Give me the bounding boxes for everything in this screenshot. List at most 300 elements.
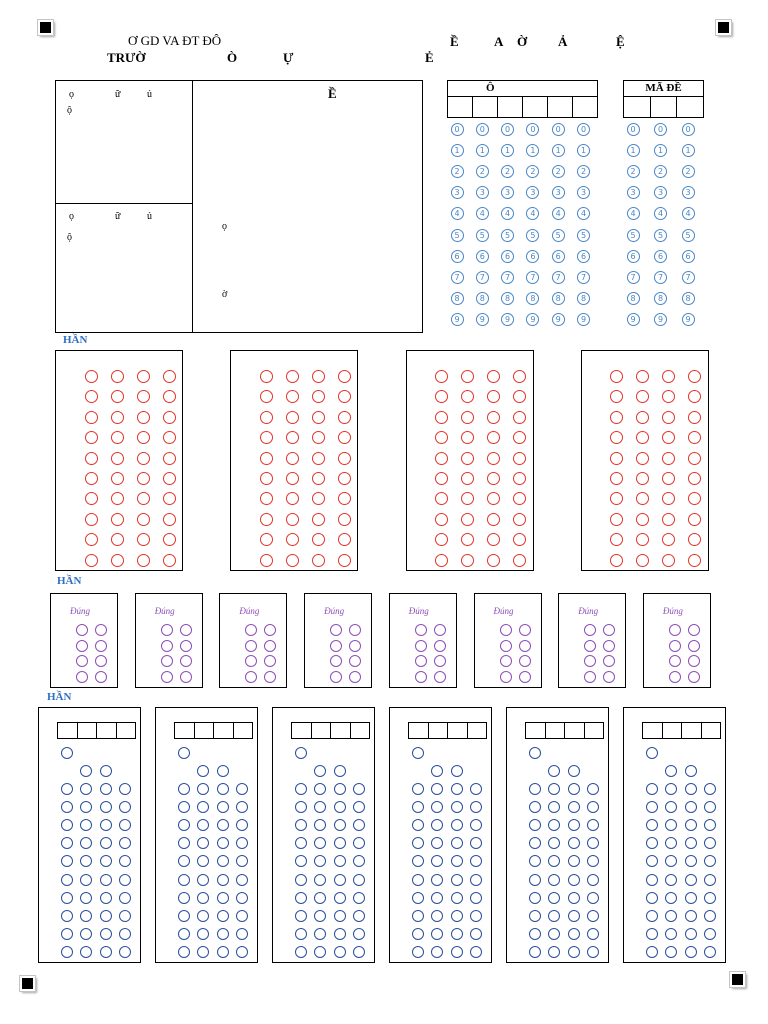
student-id-bubble: 3 (451, 186, 464, 199)
part1-answer-bubble (286, 370, 299, 383)
part1-answer-bubble (688, 554, 701, 567)
exam-code-cells (623, 96, 704, 118)
school-name-fragment: Ự (283, 50, 294, 65)
part3-digit-bubble (217, 783, 229, 795)
part3-sign-bubble (178, 747, 190, 759)
part1-answer-bubble (163, 411, 176, 424)
part2-answer-bubble (349, 640, 361, 652)
part3-digit-bubble (314, 892, 326, 904)
student-id-bubble: 1 (451, 144, 464, 157)
part3-digit-bubble (100, 783, 112, 795)
part1-answer-bubble (85, 492, 98, 505)
part2-answer-bubble (415, 671, 427, 683)
part3-digit-bubble (646, 910, 658, 922)
part3-digit-bubble (568, 892, 580, 904)
part3-answer-cells (291, 722, 370, 739)
part1-answer-bubble (435, 411, 448, 424)
student-id-bubble: 8 (526, 292, 539, 305)
part1-answer-bubble (610, 554, 623, 567)
part1-answer-bubble (85, 431, 98, 444)
part3-digit-bubble (119, 928, 131, 940)
part2-answer-bubble (500, 671, 512, 683)
part2-answer-bubble (161, 671, 173, 683)
part3-answer-cells (174, 722, 253, 739)
part1-answer-bubble (111, 533, 124, 546)
part3-answer-cell (448, 723, 468, 738)
student-id-bubble: 5 (451, 229, 464, 242)
part3-digit-bubble (451, 928, 463, 940)
student-id-bubble: 0 (501, 123, 514, 136)
part3-digit-bubble (646, 946, 658, 958)
part1-answer-bubble (163, 533, 176, 546)
part3-digit-bubble (295, 910, 307, 922)
part1-answer-bubble (260, 472, 273, 485)
student-id-bubble: 1 (577, 144, 590, 157)
part1-answer-bubble (111, 452, 124, 465)
part2-answer-bubble (161, 655, 173, 667)
student-id-bubble: 7 (476, 271, 489, 284)
part3-comma-bubble (217, 765, 229, 777)
student-id-bubble: 8 (476, 292, 489, 305)
part3-comma-bubble (451, 765, 463, 777)
part3-digit-bubble (685, 783, 697, 795)
part1-answer-bubble (85, 370, 98, 383)
student-id-bubble: 0 (577, 123, 590, 136)
part2-label: HẦN (57, 575, 82, 587)
part3-comma-bubble (334, 765, 346, 777)
student-id-bubble: 7 (501, 271, 514, 284)
part1-answer-bubble (338, 431, 351, 444)
part2-answer-bubble (669, 640, 681, 652)
part3-digit-bubble (685, 855, 697, 867)
exam-code-cell (677, 97, 703, 117)
exam-code-header (623, 80, 704, 97)
student-id-bubble: 7 (526, 271, 539, 284)
part1-answer-bubble (85, 533, 98, 546)
part3-digit-bubble (451, 801, 463, 813)
part1-answer-bubble (487, 554, 500, 567)
part3-digit-bubble (568, 837, 580, 849)
student-id-bubble: 3 (526, 186, 539, 199)
corner-marker-top-right (716, 20, 731, 35)
part1-answer-bubble (260, 554, 273, 567)
part3-digit-bubble (178, 874, 190, 886)
student-id-bubble: 8 (577, 292, 590, 305)
part1-answer-bubble (487, 370, 500, 383)
part1-answer-bubble (163, 554, 176, 567)
part3-block (623, 707, 726, 963)
part3-digit-bubble (100, 946, 112, 958)
student-id-bubble: 8 (552, 292, 565, 305)
part3-digit-bubble (451, 819, 463, 831)
part3-digit-bubble (119, 874, 131, 886)
student-id-bubble: 9 (476, 313, 489, 326)
student-id-bubble: 6 (526, 250, 539, 263)
part3-digit-bubble (412, 946, 424, 958)
part2-answer-bubble (688, 671, 700, 683)
lower-cell-text: ộ (67, 232, 72, 243)
part3-digit-bubble (646, 801, 658, 813)
exam-code-bubble: 5 (654, 229, 667, 242)
student-id-bubble: 7 (552, 271, 565, 284)
part3-digit-bubble (412, 892, 424, 904)
part2-answer-bubble (161, 624, 173, 636)
part3-answer-cell (175, 723, 195, 738)
sheet-title-fragment: Ả (558, 34, 568, 49)
part3-answer-cell (429, 723, 449, 738)
part3-answer-cell (195, 723, 215, 738)
part3-digit-bubble (217, 801, 229, 813)
exam-code-bubble: 4 (682, 207, 695, 220)
part3-digit-bubble (236, 946, 248, 958)
part1-answer-bubble (312, 452, 325, 465)
part1-answer-bubble (286, 431, 299, 444)
part3-digit-bubble (451, 874, 463, 886)
part3-digit-bubble (646, 783, 658, 795)
part2-true-label: Đúng (493, 606, 514, 616)
school-name-fragment: TRƯỜ (107, 50, 146, 65)
part1-answer-bubble (111, 513, 124, 526)
upper-cell-text: ộ (67, 105, 72, 116)
info-box-title: Ề (328, 86, 337, 101)
student-id-cell (473, 97, 498, 117)
part1-answer-bubble (286, 513, 299, 526)
part3-digit-bubble (100, 837, 112, 849)
part3-digit-bubble (236, 892, 248, 904)
part1-answer-bubble (85, 452, 98, 465)
part3-digit-bubble (704, 874, 716, 886)
part1-answer-bubble (137, 370, 150, 383)
exam-code-bubble: 1 (682, 144, 695, 157)
student-id-bubble: 9 (451, 313, 464, 326)
part3-digit-bubble (470, 928, 482, 940)
part3-answer-cell (702, 723, 721, 738)
part3-digit-bubble (80, 892, 92, 904)
student-id-bubble: 4 (451, 207, 464, 220)
part3-digit-bubble (412, 801, 424, 813)
part1-answer-bubble (260, 513, 273, 526)
part2-answer-bubble (500, 640, 512, 652)
part1-answer-bubble (688, 452, 701, 465)
part3-answer-cell (292, 723, 312, 738)
part3-digit-bubble (704, 910, 716, 922)
student-id-bubble: 6 (476, 250, 489, 263)
part1-answer-bubble (137, 554, 150, 567)
student-id-bubble: 3 (501, 186, 514, 199)
part3-answer-cell (331, 723, 351, 738)
part1-answer-bubble (636, 554, 649, 567)
student-id-bubble: 0 (476, 123, 489, 136)
part2-true-label: Đúng (154, 606, 175, 616)
part3-digit-bubble (334, 855, 346, 867)
part3-digit-bubble (295, 874, 307, 886)
part3-digit-bubble (568, 783, 580, 795)
part2-answer-bubble (180, 671, 192, 683)
student-id-bubble: 7 (577, 271, 590, 284)
part3-digit-bubble (61, 946, 73, 958)
part3-digit-bubble (295, 946, 307, 958)
part2-answer-bubble (180, 655, 192, 667)
part3-digit-bubble (353, 783, 365, 795)
part3-comma-bubble (685, 765, 697, 777)
part1-answer-bubble (137, 513, 150, 526)
part2-answer-bubble (161, 640, 173, 652)
part3-digit-bubble (431, 910, 443, 922)
part3-answer-cell (117, 723, 136, 738)
upper-cell-text: ủ (147, 89, 152, 100)
info-box-divider (56, 203, 193, 204)
student-id-cell (448, 97, 473, 117)
part3-digit-bubble (236, 801, 248, 813)
corner-marker-bottom-right (730, 972, 745, 987)
part3-digit-bubble (100, 855, 112, 867)
part1-answer-bubble (461, 554, 474, 567)
part3-digit-bubble (217, 946, 229, 958)
part1-answer-bubble (338, 370, 351, 383)
lower-cell-text: ọ (69, 211, 74, 222)
part3-digit-bubble (119, 946, 131, 958)
part1-answer-bubble (338, 533, 351, 546)
school-name-fragment: Ò (227, 50, 238, 65)
info-box-line-text: ọ (222, 221, 227, 232)
part3-digit-bubble (451, 910, 463, 922)
part2-true-label: Đúng (70, 606, 90, 616)
part1-answer-bubble (513, 472, 526, 485)
student-id-bubble: 5 (476, 229, 489, 242)
part3-digit-bubble (568, 855, 580, 867)
part3-block (389, 707, 492, 963)
part3-digit-bubble (568, 910, 580, 922)
exam-code-bubble: 9 (627, 313, 640, 326)
part3-digit-bubble (119, 801, 131, 813)
part3-answer-cell (526, 723, 546, 738)
part1-answer-bubble (111, 390, 124, 403)
part1-answer-bubble (610, 452, 623, 465)
student-id-bubble: 0 (526, 123, 539, 136)
part3-answer-cells (642, 722, 721, 739)
student-id-bubble: 6 (451, 250, 464, 263)
part3-digit-bubble (236, 874, 248, 886)
part3-digit-bubble (295, 783, 307, 795)
part3-digit-bubble (685, 837, 697, 849)
part3-answer-cells (525, 722, 604, 739)
part3-digit-bubble (470, 946, 482, 958)
part3-digit-bubble (529, 801, 541, 813)
exam-code-bubble: 4 (654, 207, 667, 220)
corner-marker-top-left (38, 20, 53, 35)
part2-answer-bubble (603, 640, 615, 652)
part2-answer-bubble (519, 624, 531, 636)
part1-answer-bubble (461, 411, 474, 424)
part2-answer-bubble (688, 640, 700, 652)
part3-digit-bubble (178, 928, 190, 940)
part1-answer-bubble (435, 472, 448, 485)
student-id-bubble: 9 (577, 313, 590, 326)
student-id-bubble: 9 (526, 313, 539, 326)
student-id-bubble: 4 (501, 207, 514, 220)
part3-digit-bubble (295, 928, 307, 940)
part3-digit-bubble (353, 892, 365, 904)
part3-digit-bubble (334, 946, 346, 958)
student-id-bubble: 2 (526, 165, 539, 178)
student-id-bubble: 2 (501, 165, 514, 178)
part1-answer-bubble (163, 513, 176, 526)
exam-code-bubble: 0 (627, 123, 640, 136)
part3-digit-bubble (295, 892, 307, 904)
part3-digit-bubble (353, 801, 365, 813)
part3-answer-cell (643, 723, 663, 738)
student-id-cell (548, 97, 573, 117)
student-id-label: Ô (486, 82, 495, 94)
part1-answer-bubble (85, 554, 98, 567)
part3-digit-bubble (685, 928, 697, 940)
part3-digit-bubble (685, 910, 697, 922)
part1-answer-bubble (260, 452, 273, 465)
part1-answer-bubble (487, 452, 500, 465)
part3-digit-bubble (61, 874, 73, 886)
part3-digit-bubble (61, 892, 73, 904)
lower-cell-text: ữ (115, 211, 121, 222)
part2-answer-bubble (349, 624, 361, 636)
part1-answer-bubble (312, 554, 325, 567)
part3-digit-bubble (178, 783, 190, 795)
part3-answer-cell (312, 723, 332, 738)
part3-digit-bubble (568, 946, 580, 958)
part1-answer-bubble (85, 411, 98, 424)
part1-answer-bubble (487, 513, 500, 526)
part2-answer-bubble (434, 671, 446, 683)
part3-digit-bubble (61, 801, 73, 813)
part3-digit-bubble (646, 892, 658, 904)
part3-digit-bubble (334, 819, 346, 831)
exam-code-bubble: 1 (654, 144, 667, 157)
student-id-bubble: 4 (577, 207, 590, 220)
part1-answer-bubble (85, 390, 98, 403)
part3-digit-bubble (704, 783, 716, 795)
part2-answer-bubble (500, 655, 512, 667)
part3-digit-bubble (217, 910, 229, 922)
student-id-cells (447, 96, 598, 118)
part3-digit-bubble (314, 910, 326, 922)
part3-digit-bubble (217, 819, 229, 831)
part3-digit-bubble (704, 801, 716, 813)
part3-digit-bubble (217, 855, 229, 867)
part3-answer-cell (97, 723, 117, 738)
part3-digit-bubble (197, 892, 209, 904)
part2-answer-bubble (180, 640, 192, 652)
sheet-title-fragment: Ề (450, 34, 459, 49)
part1-answer-bubble (137, 452, 150, 465)
corner-marker-bottom-left (20, 976, 35, 991)
part3-sign-bubble (412, 747, 424, 759)
part3-digit-bubble (314, 874, 326, 886)
part2-answer-bubble (95, 640, 107, 652)
part3-digit-bubble (119, 783, 131, 795)
exam-code-bubble: 3 (654, 186, 667, 199)
part3-digit-bubble (587, 874, 599, 886)
part3-answer-cell (78, 723, 98, 738)
part2-answer-bubble (245, 640, 257, 652)
part1-answer-bubble (487, 472, 500, 485)
part3-digit-bubble (470, 892, 482, 904)
part3-digit-bubble (704, 928, 716, 940)
student-id-bubble: 5 (501, 229, 514, 242)
exam-code-bubble: 6 (682, 250, 695, 263)
part3-digit-bubble (61, 910, 73, 922)
part3-digit-bubble (61, 783, 73, 795)
exam-code-bubble: 7 (682, 271, 695, 284)
part3-digit-bubble (431, 892, 443, 904)
part3-answer-cell (214, 723, 234, 738)
part2-answer-bubble (688, 624, 700, 636)
part1-answer-bubble (163, 492, 176, 505)
part3-digit-bubble (100, 801, 112, 813)
exam-code-bubble: 8 (654, 292, 667, 305)
part3-digit-bubble (646, 928, 658, 940)
exam-code-label: MÃ ĐỀ (645, 82, 682, 94)
part1-answer-bubble (513, 452, 526, 465)
part2-answer-bubble (95, 671, 107, 683)
part1-answer-bubble (338, 452, 351, 465)
part3-digit-bubble (704, 892, 716, 904)
part1-answer-bubble (435, 554, 448, 567)
part3-digit-bubble (451, 855, 463, 867)
part1-answer-bubble (286, 554, 299, 567)
lower-cell-text: ủ (147, 211, 152, 222)
part3-digit-bubble (587, 910, 599, 922)
part3-digit-bubble (587, 928, 599, 940)
student-id-bubble: 4 (526, 207, 539, 220)
student-id-bubble: 3 (577, 186, 590, 199)
part3-digit-bubble (451, 946, 463, 958)
part2-answer-bubble (76, 624, 88, 636)
student-id-bubble: 4 (552, 207, 565, 220)
part3-digit-bubble (431, 874, 443, 886)
student-id-bubble: 0 (552, 123, 565, 136)
student-id-bubble: 6 (552, 250, 565, 263)
upper-cell-text: ọ (69, 89, 74, 100)
part3-block (506, 707, 609, 963)
part1-answer-bubble (461, 472, 474, 485)
exam-code-bubble: 8 (627, 292, 640, 305)
part1-answer-bubble (513, 554, 526, 567)
part3-answer-cell (663, 723, 683, 738)
part1-answer-bubble (513, 411, 526, 424)
part3-digit-bubble (470, 874, 482, 886)
info-box-line-text: ờ (222, 289, 228, 300)
exam-code-bubble: 2 (627, 165, 640, 178)
part3-digit-bubble (353, 928, 365, 940)
part3-digit-bubble (704, 946, 716, 958)
part3-answer-cell (234, 723, 253, 738)
student-id-bubble: 0 (451, 123, 464, 136)
part2-answer-bubble (519, 671, 531, 683)
student-id-bubble: 5 (552, 229, 565, 242)
part2-answer-bubble (330, 624, 342, 636)
part1-answer-bubble (461, 452, 474, 465)
student-id-bubble: 2 (552, 165, 565, 178)
student-id-bubble: 9 (552, 313, 565, 326)
part2-answer-bubble (76, 640, 88, 652)
part3-sign-bubble (529, 747, 541, 759)
part1-answer-bubble (260, 370, 273, 383)
part1-label: HẦN (63, 334, 88, 346)
part3-digit-bubble (685, 801, 697, 813)
part1-answer-bubble (137, 472, 150, 485)
part1-answer-bubble (286, 452, 299, 465)
part1-answer-bubble (286, 411, 299, 424)
part3-block (272, 707, 375, 963)
